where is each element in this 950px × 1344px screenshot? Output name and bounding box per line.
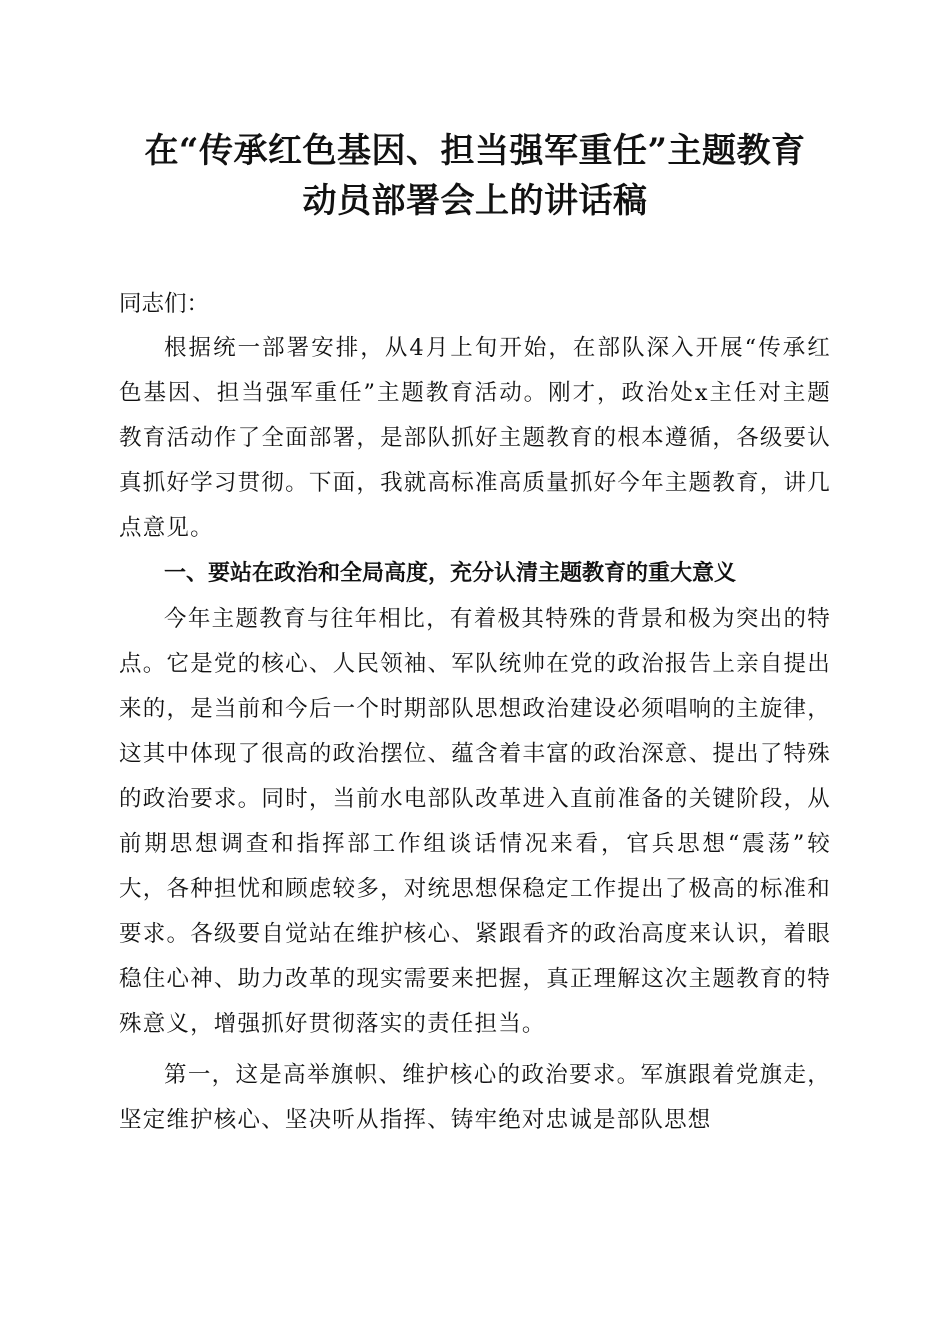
title-line-1: 在“传承红色基因、担当强军重任”主题教育 xyxy=(144,131,806,171)
salutation: 同志们： xyxy=(119,291,210,317)
title-line-2: 动员部署会上的讲话稿 xyxy=(302,181,648,221)
section-1-paragraph: 今年主题教育与往年相比，有着极其特殊的背景和极为突出的特点。它是党的核心、人民领袖、军队统帅在党的政治报告上亲自提出来的，是当前和今后一个时期部队思想政治建设必须唱响的主旋律，这其中体现了很高的政治摆位、蕴含着丰富的政治深意、提出了特殊的政治要求。同时，当前水电部队改革进入直前准备的关键阶段，从前期思想调查和指挥部工作组谈话情况来看，官兵思想“震荡”较大，各种担忧和顾虑较多，对统思想保稳定工作提出了极高的标准和要求。各级要自觉站在维护核心、紧跟看齐的政治高度来认识，着眼稳住心神、助力改革的现实需要来把握，真正理解这次主题教育的特殊意义，增强抓好贯彻落实的责任担当。 xyxy=(119,606,831,1037)
document-page xyxy=(119,126,831,1143)
intro-paragraph: 根据统一部署安排，从4月上旬开始，在部队深入开展“传承红色基因、担当强军重任”主题教育活动。刚才，政治处x主任对主题教育活动作了全面部署，是部队抓好主题教育的根本遵循，各级要认真抓好学习贯彻。下面，我就高标准高质量抓好今年主题教育，讲几点意见。 xyxy=(119,335,831,541)
section-heading-1: 一、要站在政治和全局高度，充分认清主题教育的重大意义 xyxy=(164,561,737,586)
point-1-paragraph: 第一，这是高举旗帜、维护核心的政治要求。军旗跟着党旗走，坚定维护核心、坚决听从指挥、铸牢绝对忠诚是部队思想 xyxy=(119,1062,831,1133)
document-title xyxy=(119,126,831,226)
